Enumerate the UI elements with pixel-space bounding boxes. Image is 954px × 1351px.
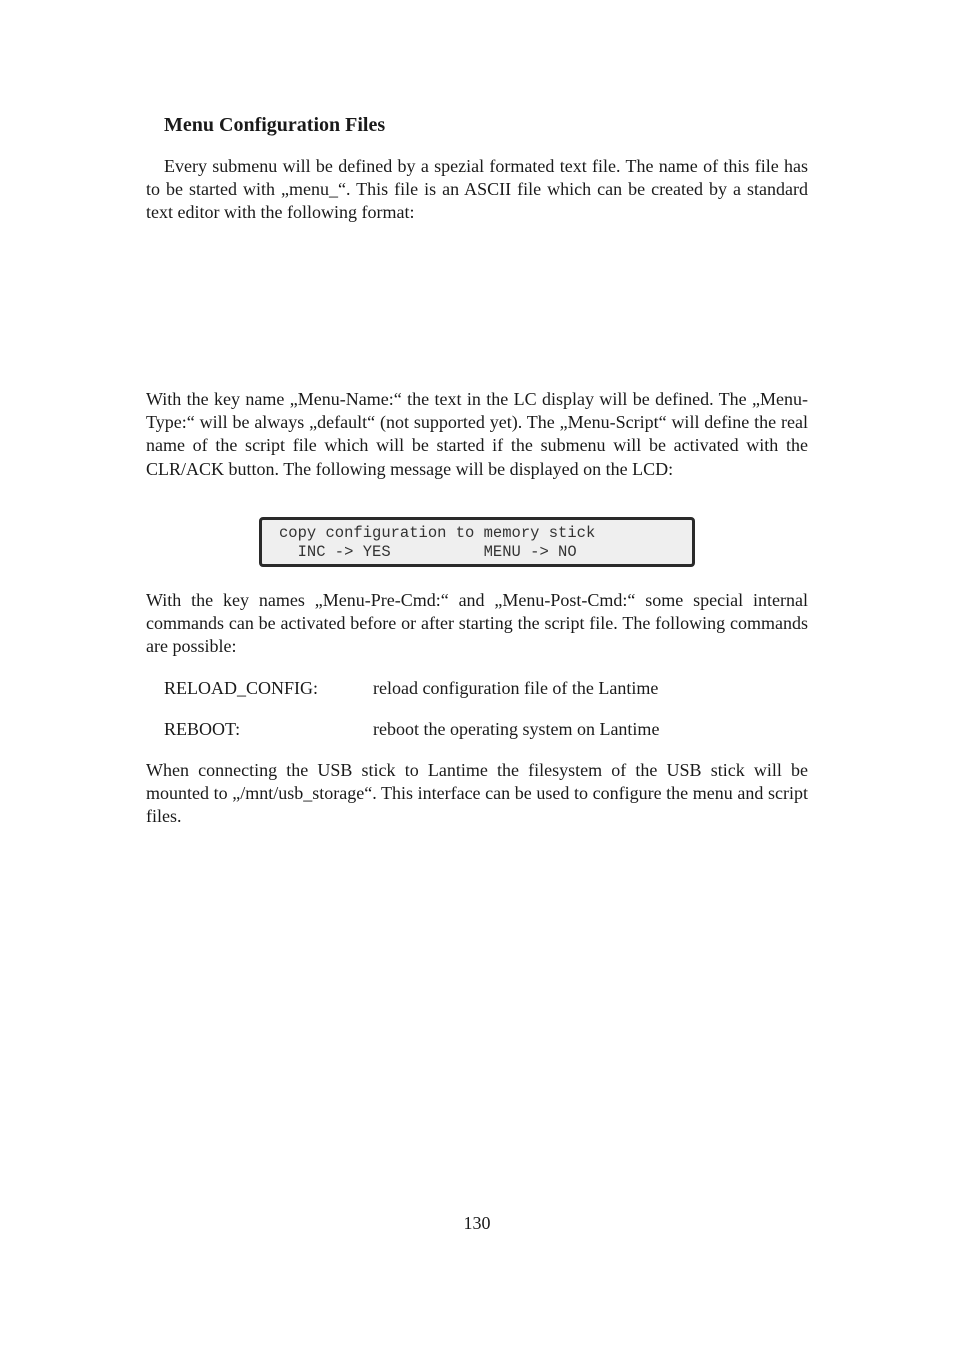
command-description: reboot the operating system on Lantime: [373, 719, 660, 739]
pre-post-cmd-paragraph: With the key names „Menu-Pre-Cmd:“ and „Menu-Post-Cmd:“ some special internal commands can be activated before or after starting the script file. The following commands are possible:: [146, 590, 808, 657]
section-heading: Menu Configuration Files: [164, 114, 386, 136]
command-name: RELOAD_CONFIG:: [164, 678, 319, 698]
command-name: REBOOT:: [164, 719, 241, 739]
lcd-line-2: INC -> YES MENU -> NO: [279, 543, 577, 561]
usb-paragraph: When connecting the USB stick to Lantime the filesystem of the USB stick will be mounted to „/mnt/usb_storage“. This interface can be used to configure the menu and script files.: [146, 760, 808, 827]
command-description: reload configuration file of the Lantime: [373, 678, 659, 698]
intro-text: Every submenu will be defined by a spezial formated text file. The name of this file has to be started with „menu_“. This file is an ASCII file which can be created by a standard text editor with the following format:: [146, 156, 808, 223]
page-number: 130: [463, 1213, 491, 1233]
lcd-line-1: copy configuration to memory stick: [279, 524, 596, 542]
key-names-paragraph: With the key name „Menu-Name:“ the text in the LC display will be defined. The „Menu-Type:“ will be always „default“ (not supported yet). The „Menu-Script“ will define the real name of the script file which will be started if the submenu will be activated with the CLR/ACK button. The following message will be displayed on the LCD:: [146, 389, 808, 479]
intro-paragraph: [146, 155, 808, 225]
lcd-display-box: [259, 517, 695, 567]
